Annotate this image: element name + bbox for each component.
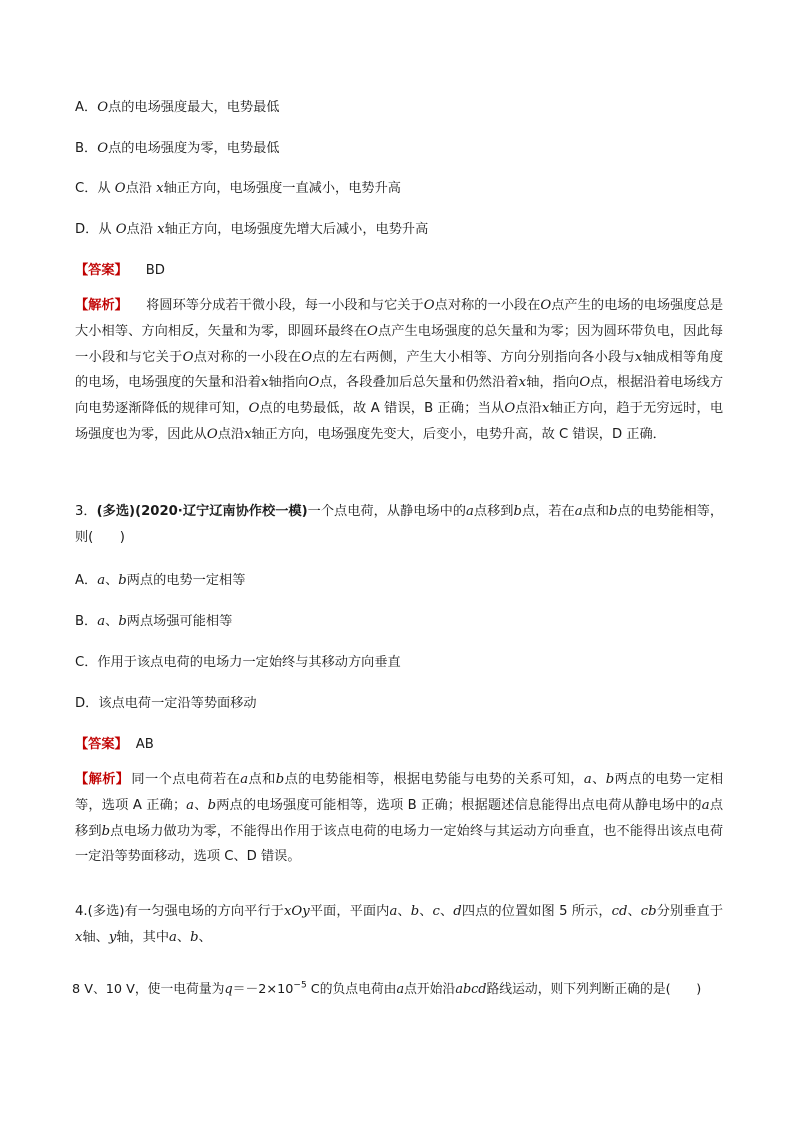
answer-value: AB bbox=[135, 737, 154, 752]
q3-option-d: D．该点电荷一定沿等势面移动 bbox=[75, 696, 257, 711]
q3-option-c: C．作用于该点电荷的电场力一定始终与其移动方向垂直 bbox=[75, 655, 401, 670]
answer-value: BD bbox=[145, 263, 165, 278]
q4-stem-line1: 4.(多选)有一匀强电场的方向平行于xOy平面，平面内a、b、c、d四点的位置如图 5 所示，cd、cb分别垂直于x轴、y轴，其中a、b、 bbox=[75, 904, 724, 945]
analysis-tag: 【解析】 bbox=[75, 772, 130, 787]
q3-source-tag: (多选)(2020·辽宁辽南协作校一模) bbox=[96, 504, 308, 519]
answer-tag: 【答案】 bbox=[75, 737, 128, 752]
q3-stem: 3．(多选)(2020·辽宁辽南协作校一模)一个点电荷，从静电场中的a点移到b点，若在a点和b点的电势能相等，则( ) bbox=[75, 504, 724, 545]
q2-option-d: D．从 O点沿 x轴正方向，电场强度先增大后减小，电势升高 bbox=[75, 222, 429, 237]
q2-option-a: A．O点的电场强度最大，电势最低 bbox=[75, 100, 280, 115]
q3-answer bbox=[75, 733, 154, 752]
q3-option-b: B．a、b两点场强可能相等 bbox=[75, 614, 233, 629]
q3-analysis: 【解析】 同一个点电荷若在a点和b点的电势能相等，根据电势能与电势的关系可知，a、b两点的电势一定相等，选项 A 正确；a、b两点的电场强度可能相等，选项 B 正确；根据题述信息能得出点电荷从静电场中的a点移到b点电场力做功为零，不能得出作用于该点电荷的电场力一定始终与其运动方向垂直，也不能得出该点电荷一定沿等势面移动，选项 C、D 错误。 bbox=[75, 772, 724, 865]
q2-option-c: C．从 O点沿 x轴正方向，电场强度一直减小，电势升高 bbox=[75, 181, 401, 196]
q2-option-b: B．O点的电场强度为零，电势最低 bbox=[75, 141, 280, 156]
q2-answer bbox=[75, 259, 165, 278]
q2-analysis: 【解析】 将圆环等分成若干微小段，每一小段和与它关于O点对称的一小段在O点产生的电场的电场强度总是大小相等、方向相反，矢量和为零，即圆环最终在O点产生电场强度的总矢量和为零；因为圆环带负电，因此每一小段和与它关于O点对称的一小段在O点的左右两侧，产生大小相等、方向分别指向各小段与x轴成相等角度的电场，电场强度的矢量和沿着x轴指向O点，各段叠加后总矢量和仍然沿着x轴，指向O点，根据沿着电场线方向电势逐渐降低的规律可知，O点的电势最低，故 A 错误，B 正确；当从O点沿x轴正方向，趋于无穷远时，电场强度也为零，因此从O点沿x轴正方向，电场强度先变大，后变小，电势升高，故 C 错误，D 正确． bbox=[75, 298, 724, 442]
analysis-tag: 【解析】 bbox=[75, 298, 128, 313]
q4-stem-line2: 8 V、10 V，使一电荷量为$q=-2\times 10^{-5}$ C的负点电荷由a点开始沿abcd路线运动，则下列判断正确的是( ) bbox=[72, 980, 702, 997]
q3-option-a: A．a、b两点的电势一定相等 bbox=[75, 573, 246, 588]
answer-tag: 【答案】 bbox=[75, 263, 128, 278]
